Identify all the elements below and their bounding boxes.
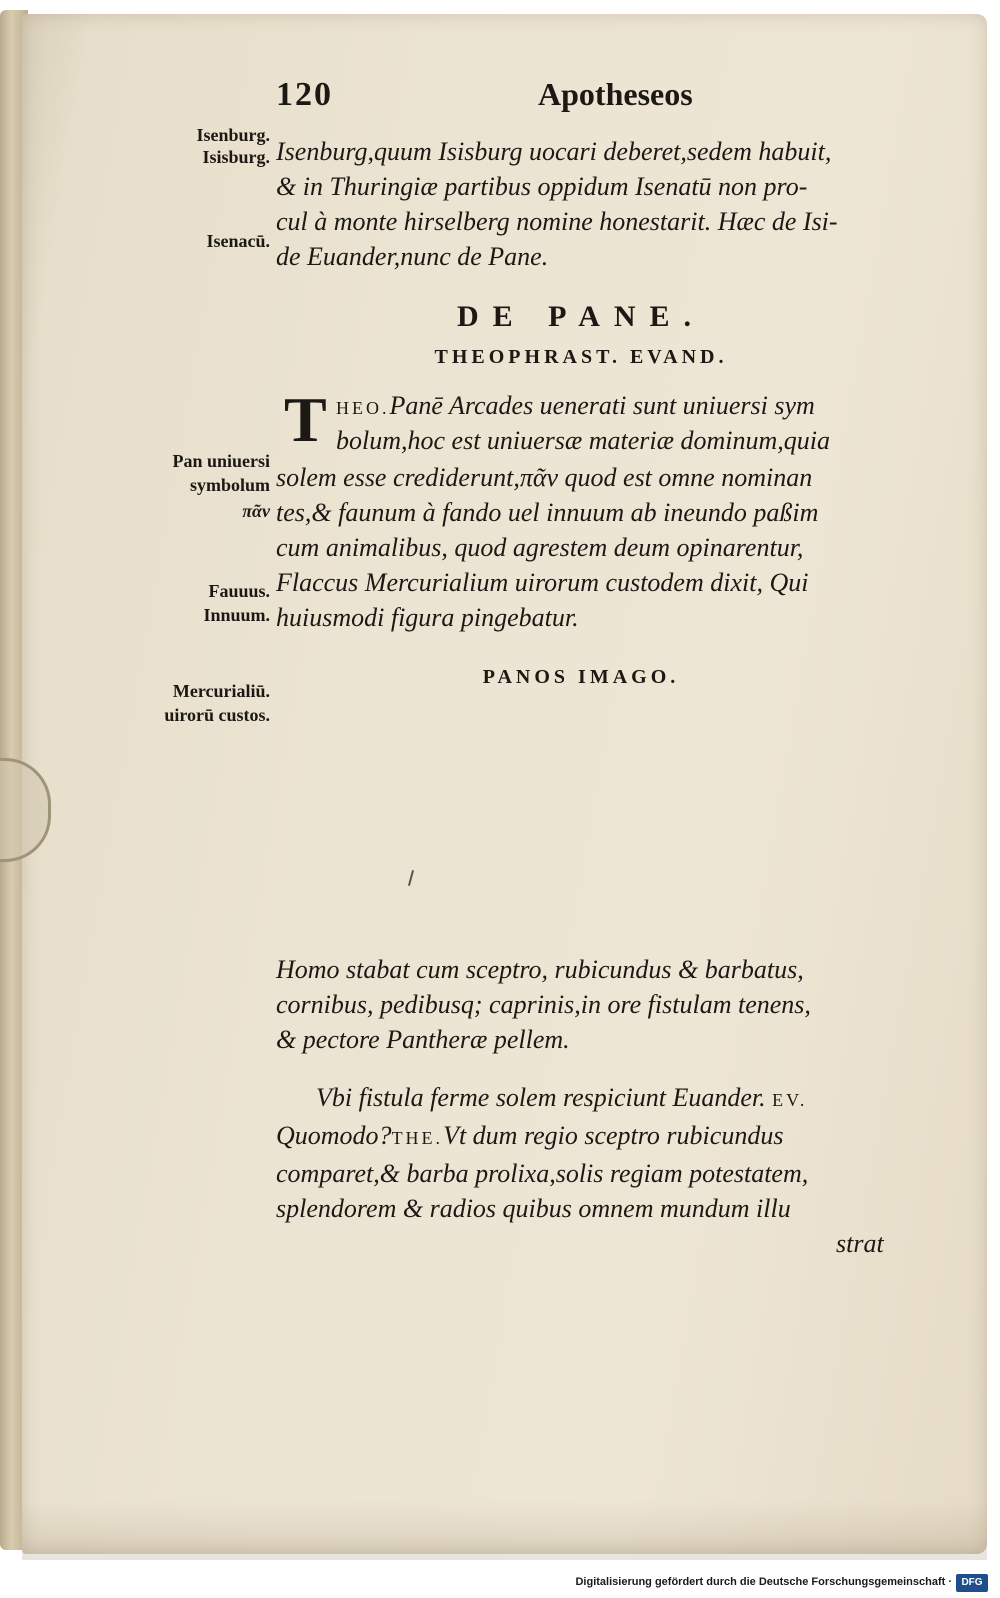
margin-note: symbolum bbox=[189, 475, 270, 495]
margin-note: Isenburg. bbox=[196, 125, 270, 145]
text-line: Homo stabat cum sceptro, rubicundus & barbatus, bbox=[276, 955, 804, 984]
text-line bbox=[276, 1118, 906, 1156]
text-line bbox=[276, 1080, 906, 1118]
dfg-logo: DFG bbox=[956, 1574, 988, 1592]
text-line: & pectore Pantheræ pellem. bbox=[276, 1025, 570, 1054]
text-line: cornibus, pedibusq; caprinis,in ore fistulam tenens, bbox=[276, 990, 811, 1019]
text-line: Flaccus Mercurialium uirorum custodem dixit, Qui bbox=[276, 568, 809, 597]
text-segment: Quomodo? bbox=[276, 1121, 392, 1150]
text-line: splendorem & radios quibus omnem mundum illu bbox=[276, 1194, 791, 1223]
footer-credit: Digitalisierung gefördert durch die Deutsche Forschungsgemeinschaft · bbox=[575, 1576, 952, 1588]
text-segment: Panē Arcades uenerati sunt uniuersi sym bbox=[389, 391, 815, 420]
margin-note: Isisburg. bbox=[202, 147, 270, 167]
speaker-label: HEO. bbox=[336, 398, 390, 418]
running-title: Apotheseos bbox=[538, 76, 693, 112]
margin-note: Fauuus. bbox=[208, 581, 270, 601]
text-line: & in Thuringiæ partibus oppidum Isenatū non pro- bbox=[276, 172, 808, 201]
text-segment: Vt dum regio sceptro rubicundus bbox=[443, 1121, 784, 1150]
margin-note: Pan uniuersi bbox=[172, 451, 270, 471]
dialogue-line-indented bbox=[336, 423, 906, 458]
page-header bbox=[276, 76, 736, 126]
text-line: cul à monte hirselberg nomine honestarit. Hæc de Isi- bbox=[276, 207, 838, 236]
text-line: de Euander,nunc de Pane. bbox=[276, 242, 549, 271]
catchword: strat bbox=[836, 1229, 884, 1258]
speaker-label: THE. bbox=[391, 1128, 444, 1148]
margin-note: Mercurialiū. bbox=[172, 681, 270, 701]
drop-capital: T bbox=[284, 384, 327, 455]
text-line: tes,& faunum à fando uel innuum ab ineundo paßim bbox=[276, 498, 819, 527]
text-line bbox=[336, 388, 906, 426]
margin-note: Innuum. bbox=[203, 605, 270, 625]
text-line: cum animalibus, quod agrestem deum opinarentur, bbox=[276, 533, 804, 562]
image-blank-area bbox=[276, 700, 896, 950]
text-line: huiusmodi figura pingebatur. bbox=[276, 603, 579, 632]
opening-paragraph bbox=[276, 134, 906, 274]
section-title: DE PANE. bbox=[456, 300, 706, 333]
description-paragraph bbox=[276, 952, 906, 1057]
speaker-label: EV. bbox=[772, 1090, 808, 1110]
text-segment: Vbi fistula ferme solem respiciunt Euander. bbox=[316, 1083, 766, 1112]
speakers-line: THEOPHRAST. EVAND. bbox=[434, 346, 728, 368]
text-line: solem esse crediderunt,πᾶν quod est omne nominan bbox=[276, 463, 813, 492]
page-shadow bbox=[22, 1500, 987, 1560]
margin-note: Isenacū. bbox=[206, 231, 270, 251]
text-line: bolum,hoc est uniuersæ materiæ dominum,quia bbox=[336, 426, 830, 455]
margin-notes bbox=[110, 120, 270, 760]
closing-paragraph bbox=[276, 1080, 906, 1261]
dialogue-paragraph bbox=[276, 460, 906, 635]
dialogue-first-line bbox=[336, 388, 906, 426]
text-line: comparet,& barba prolixa,solis regiam potestatem, bbox=[276, 1159, 809, 1188]
image-heading: PANOS IMAGO. bbox=[482, 666, 680, 688]
margin-note: uirorū custos. bbox=[164, 705, 270, 725]
margin-note: πᾶν bbox=[242, 501, 270, 521]
text-line: Isenburg,quum Isisburg uocari deberet,sedem habuit, bbox=[276, 137, 832, 166]
page-number: 120 bbox=[276, 76, 333, 113]
footer-banner bbox=[0, 1570, 1000, 1598]
